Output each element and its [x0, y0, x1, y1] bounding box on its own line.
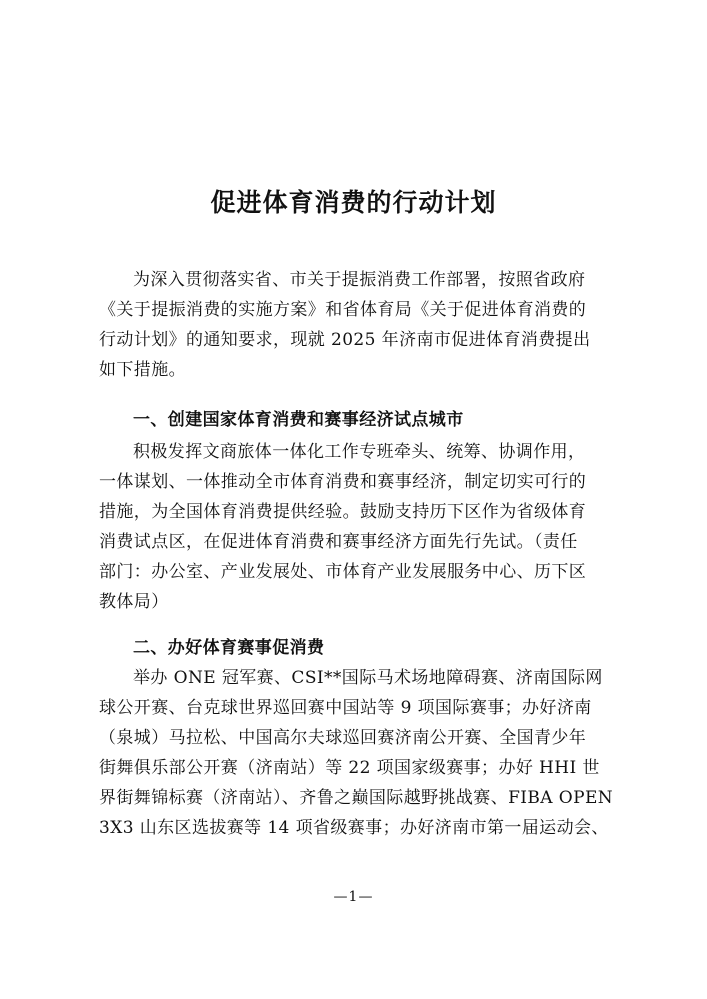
section-1-paragraph: [99, 437, 619, 617]
text-line: 为深入贯彻落实省、市关于提振消费工作部署，按照省政府: [133, 270, 586, 290]
section-heading-2: [99, 633, 619, 663]
text-line: 界街舞锦标赛（济南站）、齐鲁之巅国际越野挑战赛、FIBA OPEN: [99, 788, 614, 808]
section-heading: 二、办好体育赛事促消费: [133, 638, 325, 658]
text-line: 3X3 山东区选拔赛等 14 项省级赛事；办好济南市第一届运动会、: [99, 818, 609, 838]
text-line: 行动计划》的通知要求，现就 2025 年济南市促进体育消费提出: [99, 330, 591, 350]
section-2-paragraph: [99, 663, 619, 843]
text-line: 球公开赛、台克球世界巡回赛中国站等 9 项国际赛事；办好济南: [99, 698, 592, 718]
text-line: 措施，为全国体育消费提供经验。鼓励支持历下区作为省级体育: [99, 502, 587, 522]
section-heading-1: [99, 405, 619, 435]
text-line: （泉城）马拉松、中国高尔夫球巡回赛济南公开赛、全国青少年: [99, 728, 587, 748]
text-line: 如下措施。: [99, 360, 186, 380]
text-line: 积极发挥文商旅体一体化工作专班牵头、统筹、协调作用，: [133, 442, 586, 462]
text-line: 教体局）: [99, 592, 169, 612]
section-heading: 一、创建国家体育消费和赛事经济试点城市: [133, 410, 464, 430]
document-title: 促进体育消费的行动计划: [210, 188, 497, 217]
text-line: 街舞俱乐部公开赛（济南站）等 22 项国家级赛事；办好 HHI 世: [99, 758, 600, 778]
text-line: 《关于提振消费的实施方案》和省体育局《关于促进体育消费的: [99, 300, 587, 320]
text-line: 一体谋划、一体推动全市体育消费和赛事经济，制定切实可行的: [99, 472, 587, 492]
intro-paragraph: [99, 265, 619, 385]
text-line: 部门：办公室、产业发展处、市体育产业发展服务中心、历下区: [99, 562, 587, 582]
page-number: —1—: [333, 889, 374, 905]
text-line: 消费试点区，在促进体育消费和赛事经济方面先行先试。（责任: [99, 532, 578, 552]
text-line: 举办 ONE 冠军赛、CSI**国际马术场地障碍赛、济南国际网: [133, 668, 603, 688]
